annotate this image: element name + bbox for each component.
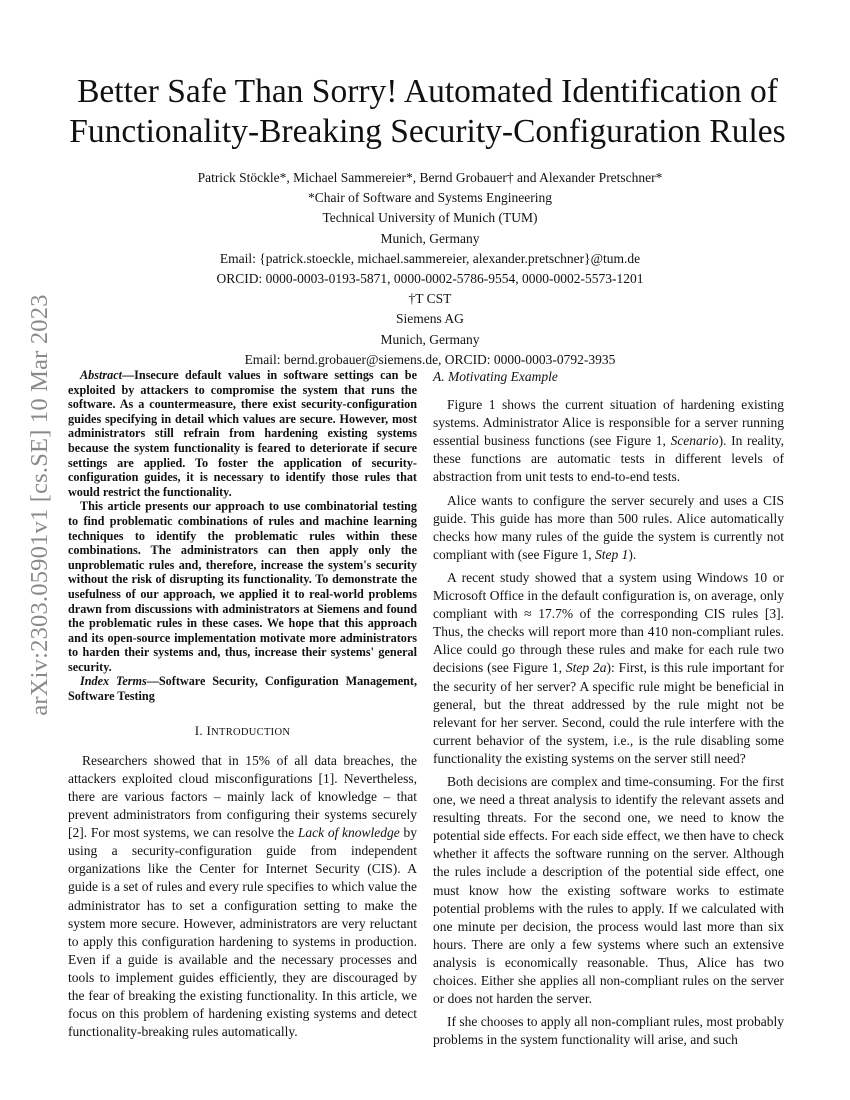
affiliation-line: Munich, Germany — [380, 230, 480, 246]
abstract-paragraph-2: This article presents our approach to use combinatorial testing to find problematic combinations of rules and machine learning techniques to identify the problematic rules within these combinations. The administrators can then apply only the unproblematic rules and, therefore, increase the system's security without the risk of disrupting its functionality. To demonstrate the usefulness of our approach, we applied it to real-world problems drawn from discussions with administrators at Siemens and found the problematic rules in these cases. We hope that this approach and its open-source implementation motivate more administrators to harden their systems and, thus, increase their systems' general security. — [68, 499, 417, 674]
index-terms-label: Index Terms — [80, 674, 147, 689]
section-heading-introduction — [68, 722, 417, 742]
body-text: ): First, is this rule important for the security of her server? A specific rule might be beneficial in general, but the threat addressed by the rule might not be relevant for her server. Second, could the rule interfere with the current behavior of the system, i.e., is the rule disabling some functionality the existing systems on the server still need? — [433, 660, 784, 766]
intro-text: Researchers showed that in 15% of all data breaches, the attackers exploited cloud misconfigurations [1]. Nevertheless, there are various factors – mainly lack of knowledge – that prevent administrators from configuring their systems securely [2]. For most systems, we can resolve the — [68, 752, 417, 841]
motivating-paragraph-3 — [433, 569, 784, 768]
title-line-2: Functionality-Breaking Security-Configuration Rules — [69, 113, 786, 150]
motivating-paragraph-1 — [433, 396, 784, 486]
body-text: A recent study showed that a system using Windows 10 or Microsoft Office in the default configuration is, on average, only compliant with ≈ 17.7% of the corresponding CIS rules [3]. Thus, the checks will report more than 410 non-compliant rules. Alice could go through these rules and make for each rule two decisions (see Figure 1, — [433, 569, 784, 676]
intro-emphasis: Lack of knowledge — [297, 825, 400, 841]
intro-text: by using a security-configuration guide from independent organizations like the Center for Internet Security (CIS). A guide is a set of rules and every rule specifies to which value the administrator has to set a configuration setting to make the system more secure. However, administrators are very reluctant to apply this configuration hardening to systems in production. Even if a guide is available and the necessary processes and tools to implement guides efficiently, they are discouraged by the fear of breaking the existing functionality. In this article, we focus on this problem of hardening existing systems and detect functionality-breaking rules automatically. — [68, 825, 418, 1040]
affiliation-line: Siemens AG — [396, 311, 464, 327]
abstract-text-1: —Insecure default values in software settings can be exploited by attackers to compromise the system that runs the software. As a countermeasure, there exist security-configuration guides specifying in detail which values are secure. However, most administrators still refrain from hardening existing systems because the system functionality is feared to deteriorate if secure settings are applied. To foster the application of security-configuration guides, it is necessary to identify those rules that would restrict the functionality. — [68, 368, 417, 499]
body-text: ). In reality, these functions are automatic tests in different levels of abstraction from unit tests to end-to-end tests. — [433, 433, 784, 485]
intro-paragraph-1 — [68, 752, 417, 1042]
body-emphasis: Step 1 — [594, 546, 629, 562]
body-text: ). — [628, 546, 637, 562]
affiliation-line: Technical University of Munich (TUM) — [322, 210, 538, 226]
author-block — [90, 168, 770, 370]
abstract-paragraph-1 — [68, 368, 417, 499]
subsection-heading-motivating-example: A. Motivating Example — [433, 369, 558, 384]
affiliation-line: Munich, Germany — [380, 331, 480, 347]
author-orcid: ORCID: 0000-0003-0193-5871, 0000-0002-5786-9554, 0000-0002-5573-1201 — [216, 271, 644, 287]
title-line-1: Better Safe Than Sorry! Automated Identification of — [77, 73, 778, 110]
index-terms — [68, 674, 417, 703]
arxiv-identifier-stamp — [20, 295, 60, 715]
paper-title — [60, 72, 795, 152]
body-emphasis: Scenario — [670, 433, 719, 449]
motivating-paragraph-4: Both decisions are complex and time-consuming. For the first one, we need a threat analysis to identify the relevant assets and resulting threats. For the second one, we need to know the potential side effects. For each side effect, we then have to check whether it affects the software running on the server. Although the rules include a description of the potential side effect, one must know how the existing software works to estimate potential problems with the rules to apply. If we calculated with one minute per decision, the process would last more than six hours. There are only a few systems where such an extensive analysis is economically reasonable. Thus, Alice has two choices. Either she applies all non-compliant rules on the server or does not harden the server. — [433, 773, 784, 1007]
section-number: I. — [194, 722, 207, 738]
left-column — [68, 368, 417, 1041]
author-list: Patrick Stöckle*, Michael Sammereier*, Bernd Grobauer† and Alexander Pretschner* — [197, 170, 663, 185]
motivating-paragraph-5: If she chooses to apply all non-compliant rules, most probably problems in the system functionality will arise, and such — [433, 1014, 784, 1048]
body-emphasis: Step 2a — [565, 660, 607, 676]
section-title-initial: I — [206, 722, 212, 738]
affiliation-line: †T CST — [408, 291, 452, 307]
body-text: Figure 1 shows the current situation of hardening existing systems. Administrator Alice is responsible for a server running essential business functions (see Figure 1, — [433, 397, 784, 449]
abstract-label: Abstract — [80, 368, 122, 382]
index-terms-text: —Software Security, Configuration Management, Software Testing — [68, 674, 417, 704]
author-email-2: Email: bernd.grobauer@siemens.de, ORCID: 0000-0003-0792-3935 — [244, 351, 616, 367]
affiliation-line: *Chair of Software and Systems Engineering — [307, 190, 553, 206]
arxiv-id-text[interactable]: arXiv:2303.05901v1 [cs.SE] 10 Mar 2023 — [26, 294, 53, 716]
section-title-rest: NTRODUCTION — [211, 726, 291, 738]
motivating-paragraph-2 — [433, 492, 784, 564]
body-text: Alice wants to configure the server securely and uses a CIS guide. This guide has more than 500 rules. Alice automatically checks how many rules of the guide the system is currently not compliant with (see Figure 1, — [433, 492, 784, 562]
right-column — [433, 368, 784, 1049]
author-email: Email: {patrick.stoeckle, michael.sammereier, alexander.pretschner}@tum.de — [219, 250, 641, 266]
